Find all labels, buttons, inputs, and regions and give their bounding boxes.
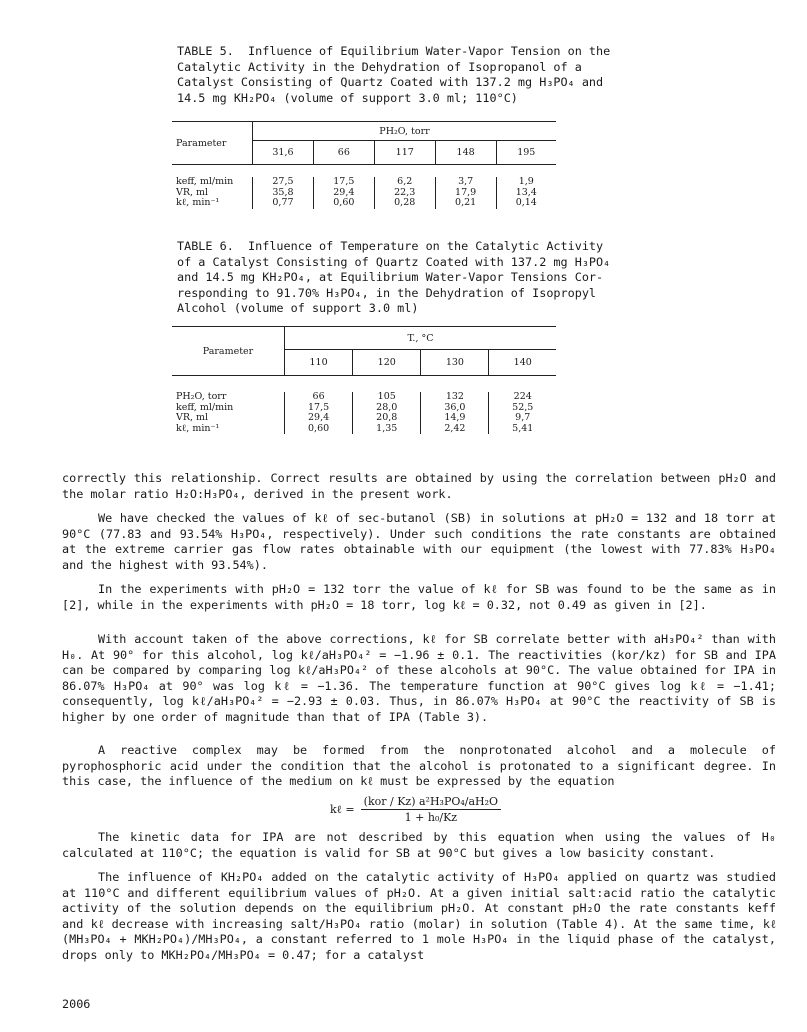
- table6-cell: 66 17,5 29,4 0,60: [285, 392, 353, 434]
- table6-row-labels: PH₂O, torr keff, ml/min VR, ml kℓ, min⁻¹: [176, 391, 234, 434]
- table6-col-header: 110: [285, 350, 353, 376]
- paragraph-2: We have checked the values of kℓ of sec-butanol (SB) in solutions at pH₂O = 132 and 18 torr at 90°C (77.83 and 93.54% H₃PO₄, respectively). Under such conditions the rate constants are obtained at the extreme carrier gas flow rates obtainable with our equipment (the lowest with 77.83% H₃PO₄ and the highest with 93.54%).: [62, 511, 776, 572]
- paragraph-7: The influence of KH₂PO₄ added on the catalytic activity of H₃PO₄ applied on quartz was studied at 110°C and different equilibrium values of pH₂O. At a given initial salt:acid ratio the catalytic activity of the solution depends on the equilibrium pH₂O. At constant pH₂O the rate constants keff and kℓ decrease with increasing salt/H₃PO₄ ratio (molar) in solution (Table 4). At the same time, kℓ (MH₃PO₄ + MKH₂PO₄)/MH₃PO₄, a constant referred to 1 mole H₃PO₄ in the liquid phase of the catalyst, drops only to MKH₂PO₄/MH₃PO₄ = 0.47; for a catalyst: [62, 870, 776, 962]
- table6-cell: 224 52,5 9,7 5,41: [489, 392, 556, 434]
- table5-cell: 27,5 35,8 0,77: [253, 177, 314, 209]
- table6-caption: TABLE 6. Influence of Temperature on the Catalytic Activity of a Catalyst Consisting of Quartz Coated with 137.2 mg H₃PO₄ and 14.5 mg KH₂PO₄, at Equilibrium Water-Vapor Tensions Cor- responding to 91.70% H₃PO₄, in the Dehydration of Isopropyl Alcohol (volume of support 3.0 ml): [177, 239, 611, 315]
- table5-cell: 17,5 29,4 0,60: [313, 177, 374, 209]
- table6-col-header: 140: [489, 350, 556, 376]
- paragraph-1: correctly this relationship. Correct results are obtained by using the correlation between pH₂O and the molar ratio H₂O:H₃PO₄, derived in the present work.: [62, 471, 776, 501]
- table6-cell: 132 36,0 14,9 2,42: [421, 392, 489, 434]
- page-number: 2006: [62, 997, 91, 1011]
- paragraph-4: With account taken of the above corrections, kℓ for SB correlate better with aH₃PO₄² than with H₀. At 90° for this alcohol, log kℓ/aH₃PO₄² = −1.96 ± 0.1. The reactivities (kor/kz) for SB and IPA can be compared by comparing log kℓ/aH₃PO₄² of these alcohols at 90°C. The value obtained for IPA in 86.07% H₃PO₄ at 90° was log kℓ = −1.36. The temperature function at 90°C gives log kℓ = −1.41; consequently, log kℓ/aH₃PO₄² = −2.93 ± 0.03. Thus, in 86.07% H₃PO₄ at 90°C the reactivity of SB is higher by one order of magnitude than that of IPA (Table 3).: [62, 632, 776, 724]
- table5-col-header: 66: [313, 141, 374, 165]
- table5-col-header: 117: [374, 141, 435, 165]
- table6-group-header: T., °C: [285, 327, 557, 350]
- table5: [172, 121, 556, 209]
- paragraph-5: A reactive complex may be formed from the nonprotonated alcohol and a molecule of pyrophosphoric acid under the condition that the alcohol is protonated to a significant degree. In this case, the influence of the medium on kℓ must be expressed by the equation: [62, 743, 776, 788]
- table5-col-header: 31,6: [253, 141, 314, 165]
- table6: [172, 326, 556, 434]
- table5-caption: TABLE 5. Influence of Equilibrium Water-Vapor Tension on the Catalytic Activity in the Dehydration of Isopropanol of a Catalyst Consisting of Quartz Coated with 137.2 mg H₃PO₄ and 14.5 mg KH₂PO₄ (volume of support 3.0 ml; 110°C): [177, 44, 611, 105]
- table5-param-header: Parameter: [172, 122, 253, 165]
- paragraph-3: In the experiments with pH₂O = 132 torr the value of kℓ for SB was found to be the same as in [2], while in the experiments with pH₂O = 18 torr, log kℓ = 0.32, not 0.49 as given in [2].: [62, 582, 776, 612]
- table5-cell: 6,2 22,3 0,28: [374, 177, 435, 209]
- table5-group-header: PH₂O, torr: [253, 122, 557, 141]
- paragraph-6: The kinetic data for IPA are not described by this equation when using the values of H₀ calculated at 110°C; the equation is valid for SB at 90°C but gives a low basicity constant.: [62, 830, 776, 860]
- table5-cell: 1,9 13,4 0,14: [496, 177, 556, 209]
- rate-equation: [330, 795, 501, 824]
- equation-numerator: (kor / Kz) a²H₃PO₄/aH₂O: [361, 795, 501, 810]
- equation-fraction: [361, 795, 501, 824]
- table5-row-labels: keff, ml/min VR, ml kℓ, min⁻¹: [176, 176, 234, 208]
- table6-col-header: 130: [421, 350, 489, 376]
- table5-cell: 3,7 17,9 0,21: [435, 177, 496, 209]
- table5-col-header: 148: [435, 141, 496, 165]
- equation-lhs: kℓ =: [330, 803, 355, 816]
- table6-cell: 105 28,0 20,8 1,35: [353, 392, 421, 434]
- table6-col-header: 120: [353, 350, 421, 376]
- equation-denominator: 1 + h₀/Kz: [404, 811, 458, 824]
- table5-col-header: 195: [496, 141, 556, 165]
- table6-param-header: Parameter: [172, 327, 285, 376]
